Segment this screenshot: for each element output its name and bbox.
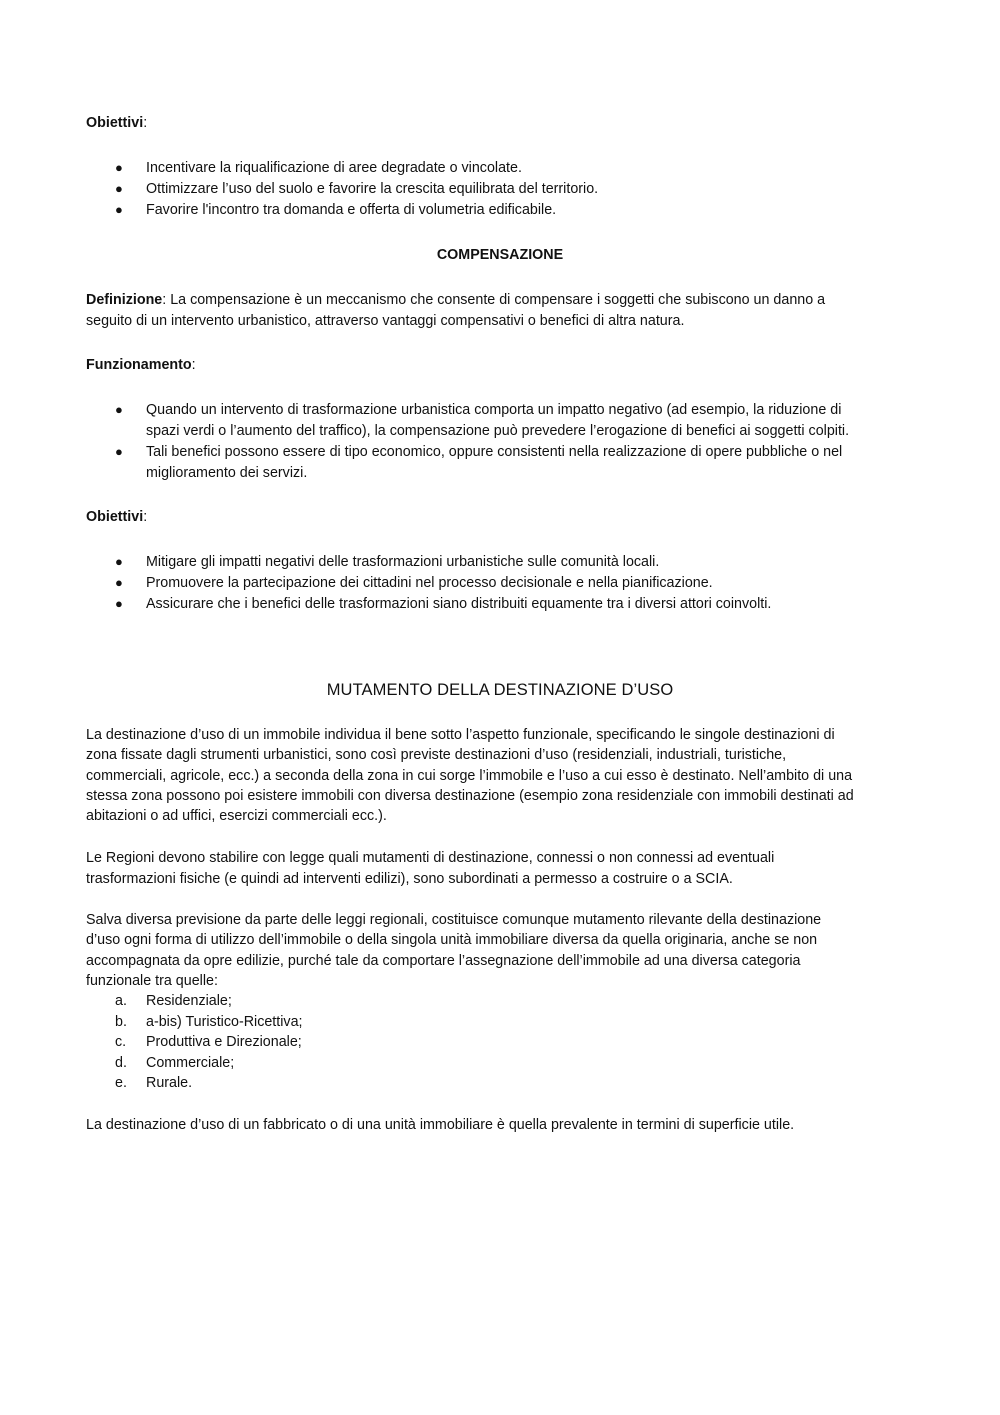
list-item: Promuovere la partecipazione dei cittadini nel processo decisionale e nella pianificazione. [146, 575, 713, 591]
paragraph-line: Salva diversa previsione da parte delle leggi regionali, costituisce comunque mutamento rilevante della destinazione [86, 912, 822, 928]
bullet-icon: ● [115, 554, 123, 569]
section-heading-compensazione: COMPENSAZIONE [436, 247, 564, 263]
category-item: Commerciale; [146, 1055, 235, 1071]
category-item: Rurale. [146, 1075, 193, 1091]
definition-text: : La compensazione è un meccanismo che consente di compensare i soggetti che subiscono un danno a [162, 292, 826, 308]
objectives-colon: : [143, 115, 148, 131]
list-item-line: miglioramento dei servizi. [146, 465, 308, 481]
paragraph-line: La destinazione d’uso di un fabbricato o di una unità immobiliare è quella prevalente in termini di superficie utile. [86, 1117, 795, 1133]
bullet-icon: ● [115, 575, 123, 590]
bullet-icon: ● [115, 181, 123, 196]
paragraph-line: accompagnata da opre edilizie, purché tale da comportare l’assegnazione dell’immobile ad una diversa categoria [86, 953, 801, 969]
list-marker: b. [115, 1014, 127, 1030]
bullet-icon: ● [115, 202, 123, 217]
category-item: Residenziale; [146, 993, 232, 1009]
functioning-heading [86, 355, 196, 375]
paragraph-line: zona fissate dagli strumenti urbanistici, sono così previste destinazioni d’uso (residenziali, industriali, turistiche, [86, 747, 787, 763]
bullet-icon: ● [115, 444, 123, 459]
list-item: Ottimizzare l’uso del suolo e favorire la crescita equilibrata del territorio. [146, 181, 599, 197]
objectives-heading [86, 507, 147, 527]
objectives-label: Obiettivi [86, 115, 144, 131]
paragraph-line: d’uso ogni forma di utilizzo dell’immobile o della singola unità immobiliare diversa da quella originaria, anche se non [86, 932, 818, 948]
list-marker: c. [115, 1034, 127, 1050]
paragraph-line: commerciali, agricole, ecc.) a seconda della zona in cui sorge l’immobile e l’uso a cui esso è destinato. Nell’ambito di una [86, 768, 853, 784]
paragraph-line: La destinazione d’uso di un immobile individua il bene sotto l’aspetto funzionale, specificando le singole destinazioni di [86, 727, 835, 743]
definition-line-1 [86, 290, 825, 310]
objectives-colon: : [143, 509, 148, 525]
objectives-heading [86, 113, 147, 133]
category-item: a-bis) Turistico-Ricettiva; [146, 1014, 303, 1030]
objectives-label: Obiettivi [86, 509, 144, 525]
list-marker: e. [115, 1075, 127, 1091]
list-item: Mitigare gli impatti negativi delle trasformazioni urbanistiche sulle comunità locali. [146, 554, 660, 570]
list-marker: d. [115, 1055, 127, 1071]
definition-label: Definizione [86, 292, 163, 308]
definition-line-2: seguito di un intervento urbanistico, attraverso vantaggi compensativi o benefici di altra natura. [86, 313, 685, 329]
list-item-line: Tali benefici possono essere di tipo economico, oppure consistenti nella realizzazione di opere pubbliche o nel [146, 444, 843, 460]
functioning-label: Funzionamento [86, 357, 192, 373]
bullet-icon: ● [115, 160, 123, 175]
functioning-colon: : [191, 357, 196, 373]
paragraph-line: abitazioni o ad uffici, esercizi commerciali ecc.). [86, 808, 387, 824]
paragraph-line: trasformazioni fisiche (e quindi ad interventi edilizi), sono subordinati a permesso a costruire o a SCIA. [86, 871, 733, 887]
paragraph-line: Le Regioni devono stabilire con legge quali mutamenti di destinazione, connessi o non connessi ad eventuali [86, 850, 775, 866]
paragraph-line: funzionale tra quelle: [86, 973, 218, 989]
list-item-line: Quando un intervento di trasformazione urbanistica comporta un impatto negativo (ad esempio, la riduzione di [146, 402, 842, 418]
list-item-line: spazi verdi o l’aumento del traffico), la compensazione può prevedere l’erogazione di benefici ai soggetti colpiti. [146, 423, 850, 439]
section-heading-mutamento: MUTAMENTO DELLA DESTINAZIONE D’USO [326, 681, 674, 699]
category-item: Produttiva e Direzionale; [146, 1034, 302, 1050]
list-item: Assicurare che i benefici delle trasformazioni siano distribuiti equamente tra i diversi attori coinvolti. [146, 596, 772, 612]
bullet-icon: ● [115, 402, 123, 417]
bullet-icon: ● [115, 596, 123, 611]
list-item: Favorire l'incontro tra domanda e offerta di volumetria edificabile. [146, 202, 557, 218]
list-marker: a. [115, 993, 127, 1009]
paragraph-line: stessa zona possono poi esistere immobili con diversa destinazione (esempio zona residenziale con immobili destinati ad [86, 788, 854, 804]
list-item: Incentivare la riqualificazione di aree degradate o vincolate. [146, 160, 522, 176]
